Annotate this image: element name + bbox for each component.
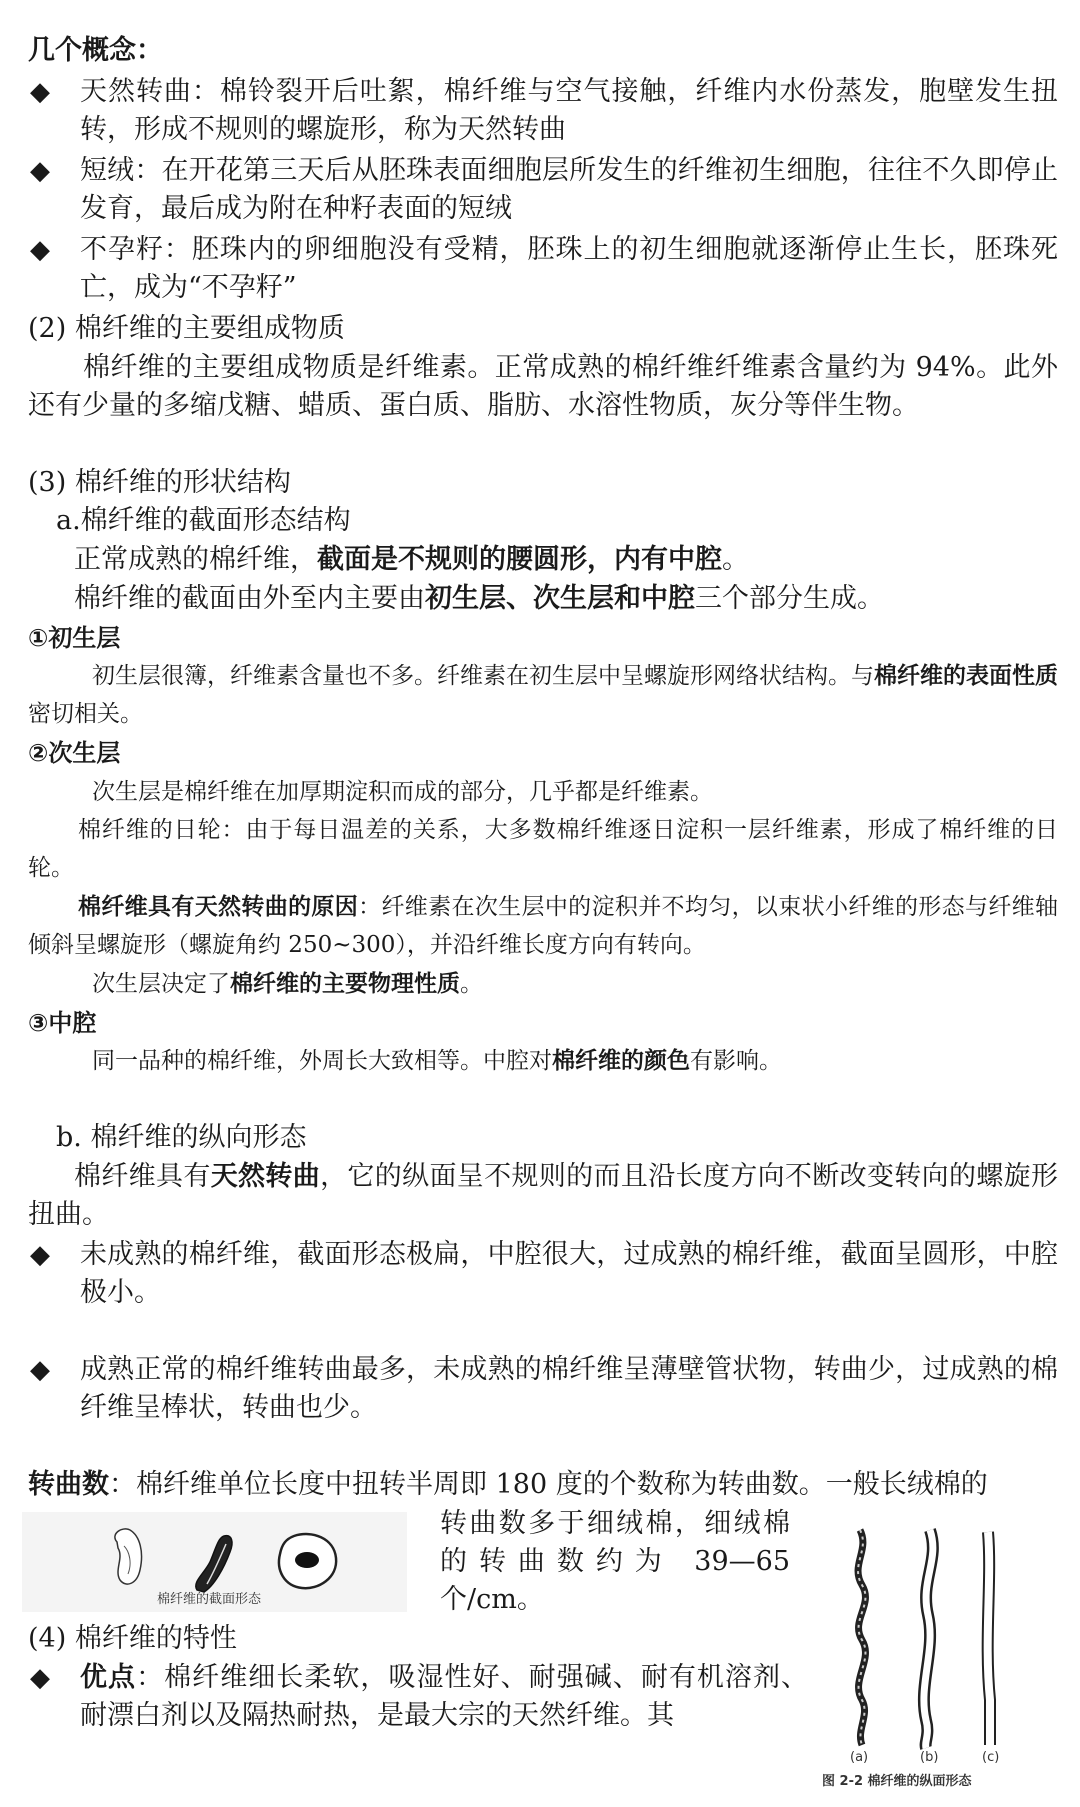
- text-run: 正常成熟的棉纤维，: [74, 544, 317, 575]
- concepts-heading: 几个概念：: [28, 35, 163, 66]
- layer-2-para-3: [28, 888, 1058, 964]
- text-run: 。: [722, 544, 749, 575]
- text-run: 初生层很簿，纤维素含量也不多。纤维素在初生层中呈螺旋形网络状结构。与: [92, 663, 874, 689]
- twist-label: 转曲数: [28, 1469, 109, 1500]
- fiber-section-shape: [115, 1529, 142, 1584]
- section-3-title: (3) 棉纤维的形状结构: [28, 467, 291, 498]
- text-run: ：纤维素在次生层中的淀积并不均匀，以束状小纤维的形态与纤维轴倾斜呈螺旋形（螺旋角约 250~300），并沿纤维长度方向有转向。: [28, 894, 1059, 958]
- section-3b-bullet-2: [28, 1351, 1058, 1427]
- layer-3-body: [28, 1042, 1058, 1080]
- bullet-text: 成熟正常的棉纤维转曲最多，未成熟的棉纤维呈薄壁管状物，转曲少，过成熟的棉纤维呈棒状，转曲也少。: [80, 1354, 1058, 1423]
- text-run: 三个部分生成。: [695, 583, 884, 614]
- advantage-label: 优点: [80, 1662, 137, 1693]
- section-2-title: (2) 棉纤维的主要组成物质: [28, 313, 345, 344]
- bold-text-run: 初生层、次生层和中腔: [425, 583, 695, 614]
- bold-text-run: 截面是不规则的腰圆形，内有中腔: [317, 544, 722, 575]
- layer-3-title: ③中腔: [28, 1009, 97, 1037]
- layer-2-title: ②次生层: [28, 739, 121, 767]
- bold-text-run: 棉纤维具有天然转曲的原因: [78, 894, 359, 920]
- concept-item-linter: [28, 152, 1058, 228]
- section-3a-line2: [28, 580, 1058, 618]
- bold-text-run: 棉纤维的主要物理性质: [230, 971, 460, 997]
- text-run: 。: [460, 971, 483, 997]
- layer-2-para-4: [28, 965, 1058, 1003]
- section-3b-title: b. 棉纤维的纵向形态: [56, 1122, 307, 1153]
- layer-1-title: ①初生层: [28, 624, 121, 652]
- diamond-bullet-icon: ◆: [30, 77, 50, 107]
- text-run: ，它的纵面呈不规则的而且沿长度方向不断改变转向的螺旋形扭曲。: [28, 1161, 1059, 1230]
- bullet-text: 未成熟的棉纤维，截面形态极扁，中腔很大，过成熟的棉纤维，截面呈圆形，中腔极小。: [80, 1239, 1058, 1308]
- section-3a-line1: [28, 541, 1058, 579]
- concept-text: 不孕籽：胚珠内的卵细胞没有受精，胚珠上的初生细胞就逐渐停止生长，胚珠死亡，成为“不孕籽”: [80, 234, 1058, 303]
- concept-text: 短绒：在开花第三天后从胚珠表面细胞层所发生的纤维初生细胞，往往不久即停止发育，最后成为附在种籽表面的短绒: [80, 155, 1058, 224]
- fiber-section-shape: [196, 1536, 232, 1592]
- bold-text-run: 天然转曲: [210, 1161, 321, 1192]
- layer-1-body: [28, 657, 1058, 733]
- section-2-body: 棉纤维的主要组成物质是纤维素。正常成熟的棉纤维纤维素含量约为 94%。此外还有少量的多缩戊糖、蜡质、蛋白质、脂肪、水溶性物质，灰分等伴生物。: [28, 352, 1058, 421]
- text-run: ：棉纤维单位长度中扭转半周即 180 度的个数称为转曲数。一般长绒棉的: [109, 1469, 988, 1500]
- twist-definition: [28, 1466, 1058, 1504]
- label-c: (c): [982, 1750, 1000, 1765]
- text-run: 次生层决定了: [92, 971, 230, 997]
- text-run: 棉纤维的截面由外至内主要由: [74, 583, 425, 614]
- diamond-bullet-icon: ◆: [30, 235, 50, 265]
- bold-text-run: 棉纤维的颜色: [552, 1048, 690, 1074]
- label-a: (a): [850, 1750, 869, 1765]
- text-run: ：棉纤维细长柔软，吸湿性好、耐强碱、耐有机溶剂、耐漂白剂以及隔热耐热，是最大宗的天然纤维。其: [80, 1662, 809, 1731]
- diamond-bullet-icon: ◆: [30, 1355, 50, 1385]
- section-3b-body: [28, 1158, 1058, 1234]
- concept-item-sterile-seed: [28, 231, 1058, 307]
- bold-text-run: 棉纤维的表面性质: [874, 663, 1058, 689]
- fiber-lumen: [295, 1552, 319, 1568]
- twist-continuation: 转曲数多于细绒棉，细绒棉的转曲数约为 39—65 个/cm。: [440, 1508, 790, 1615]
- text-run: 有影响。: [690, 1048, 782, 1074]
- section-3b-bullet-1: [28, 1236, 1058, 1312]
- text-run: 同一品种的棉纤维，外周长大致相等。中腔对: [92, 1048, 552, 1074]
- cross-section-caption: 棉纤维的截面形态: [157, 1592, 262, 1607]
- text-run: 棉纤维具有: [74, 1161, 211, 1192]
- label-b: (b): [920, 1750, 939, 1765]
- concept-item-twist: [28, 73, 1058, 149]
- diamond-bullet-icon: ◆: [30, 1663, 50, 1693]
- text-run: 密切相关。: [28, 701, 143, 727]
- layer-2-para-2: 棉纤维的日轮：由于每日温差的关系，大多数棉纤维逐日淀积一层纤维素，形成了棉纤维的日轮。: [28, 817, 1058, 881]
- diamond-bullet-icon: ◆: [30, 1240, 50, 1270]
- diamond-bullet-icon: ◆: [30, 156, 50, 186]
- concept-text: 天然转曲：棉铃裂开后吐絮，棉纤维与空气接触，纤维内水份蒸发，胞壁发生扭转，形成不规则的螺旋形，称为天然转曲: [80, 76, 1058, 145]
- cross-section-figure: [22, 1512, 407, 1612]
- section-4-advantage: [28, 1659, 808, 1735]
- section-4-title: (4) 棉纤维的特性: [28, 1623, 237, 1654]
- layer-2-para-1: 次生层是棉纤维在加厚期淀积而成的部分，几乎都是纤维素。: [92, 779, 713, 805]
- longitudinal-caption: 图 2-2 棉纤维的纵面形态: [822, 1774, 972, 1789]
- section-3a-title: a.棉纤维的截面形态结构: [56, 505, 351, 536]
